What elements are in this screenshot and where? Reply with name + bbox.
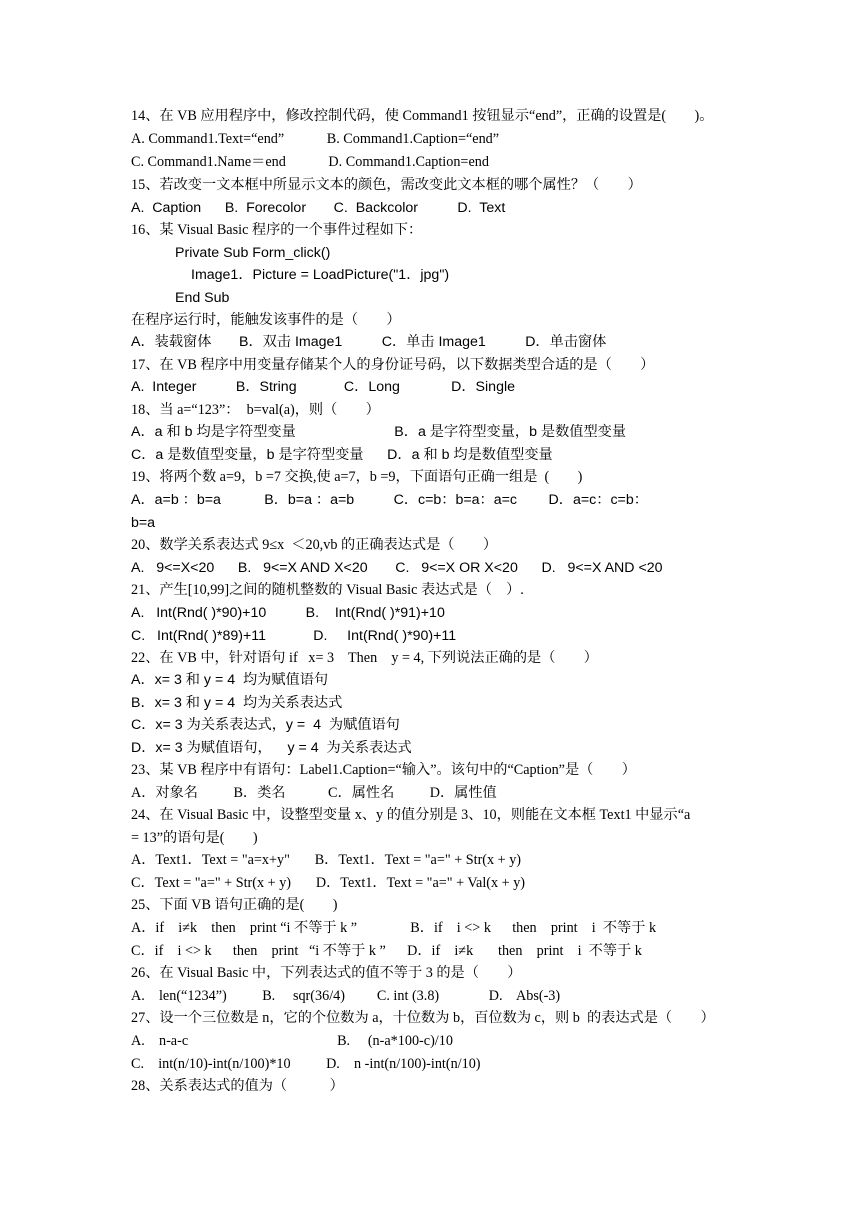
question-18-options-cd: C．a 是数值型变量，b 是字符型变量 D．a 和 b 均是数值型变量 [131,447,553,463]
question-24-cont: = 13”的语句是( ) [131,830,258,846]
question-15-options: A. Caption B. Forecolor C. Backcolor D. Text [131,200,506,216]
question-21-options-ab: A. Int(Rnd( )*90)+10 B. Int(Rnd( )*91)+10 [131,605,445,621]
question-25-options-cd: C．if i <> k then print “i 不等于 k ” D．if i≠k then print i 不等于 k [131,943,642,959]
question-16-code-line-2: Image1．Picture = LoadPicture("1．jpg") [191,267,450,283]
question-16-code-line-1: Private Sub Form_click() [175,245,331,261]
question-14: 14、在 VB 应用程序中，修改控制代码，使 Command1 按钮显示“end”，正确的设置是( )。 [131,108,714,124]
question-24-options-cd: C．Text = "a=" + Str(x + y) D．Text1．Text = "a=" + Val(x + y) [131,875,526,891]
question-14-options-ab: A. Command1.Text=“end” B. Command1.Caption=“end” [131,131,500,147]
question-19: 19、将两个数 a=9，b =7 交换,使 a=7，b =9，下面语句正确一组是 ( ) [131,469,583,485]
question-22-option-d: D．x= 3 为赋值语句， y = 4 为关系表达式 [131,740,412,756]
question-21: 21、产生[10,99]之间的随机整数的 Visual Basic 表达式是（ ）. [131,582,524,598]
question-23-options: A．对象名 B．类名 C．属性名 D．属性值 [131,785,497,801]
question-27: 27、设一个三位数是 n，它的个位数为 a，十位数为 b，百位数为 c，则 b 的表达式是（ ） [131,1010,715,1026]
question-20-options: A. 9<=X<20 B. 9<=X AND X<20 C. 9<=X OR X<20 D. 9<=X AND <20 [131,560,663,576]
question-26-options: A. len(“1234”) B. sqr(36/4) C. int (3.8) D. Abs(-3) [131,988,561,1004]
question-16-options: A．装载窗体 B．双击 Image1 C．单击 Image1 D．单击窗体 [131,334,607,350]
question-16-prompt: 在程序运行时，能触发该事件的是（ ） [131,312,401,328]
question-14-options-cd: C. Command1.Name＝end D. Command1.Caption=end [131,154,489,170]
question-17: 17、在 VB 程序中用变量存储某个人的身份证号码，以下数据类型合适的是（ ） [131,357,655,373]
question-22-option-a: A．x= 3 和 y = 4 均为赋值语句 [131,672,329,688]
question-18-options-ab: A．a 和 b 均是字符型变量 B．a 是字符型变量，b 是数值型变量 [131,424,627,440]
question-20: 20、数学关系表达式 9≤x ＜20,vb 的正确表达式是（ ） [131,537,498,553]
question-21-options-cd: C. Int(Rnd( )*89)+11 D. Int(Rnd( )*90)+11 [131,628,457,644]
question-27-options-cd: C. int(n/10)-int(n/100)*10 D. n -int(n/100)-int(n/10) [131,1056,481,1072]
question-23: 23、某 VB 程序中有语句：Label1.Caption=“输入”。该句中的“Caption”是（ ） [131,762,636,778]
question-19-options: A．a=b ：b=a B．b=a ：a=b C．c=b：b=a：a=c D．a=c：c=b： [131,492,648,508]
question-27-options-ab: A. n-a-c B. (n-a*100-c)/10 [131,1033,453,1049]
question-16-code-line-3: End Sub [175,290,230,306]
question-16: 16、某 Visual Basic 程序的一个事件过程如下： [131,222,423,238]
question-22: 22、在 VB 中，针对语句 if x= 3 Then y = 4, 下列说法正确的是（ ） [131,650,598,666]
question-17-options: A. Integer B．String C．Long D．Single [131,379,515,395]
question-24-options-ab: A．Text1．Text = "a=x+y" B．Text1．Text = "a=" + Str(x + y) [131,852,522,868]
question-25: 25、下面 VB 语句正确的是( ) [131,897,338,913]
question-15: 15、若改变一文本框中所显示文本的颜色，需改变此文本框的哪个属性？（ ） [131,177,642,193]
question-19-options-cont: b=a [131,515,156,531]
question-22-option-c: C．x= 3 为关系表达式，y = 4 为赋值语句 [131,717,400,733]
question-22-option-b: B．x= 3 和 y = 4 均为关系表达式 [131,695,343,711]
question-18: 18、当 a=“123”： b=val(a)，则（ ） [131,402,380,418]
question-28: 28、关系表达式的值为（ ） [131,1078,344,1094]
question-25-options-ab: A．if i≠k then print “i 不等于 k ” B．if i <> k then print i 不等于 k [131,920,657,936]
question-26: 26、在 Visual Basic 中，下列表达式的值不等于 3 的是（ ） [131,965,522,981]
question-24: 24、在 Visual Basic 中，设整型变量 x、y 的值分别是 3、10，则能在文本框 Text1 中显示“a [131,807,691,823]
